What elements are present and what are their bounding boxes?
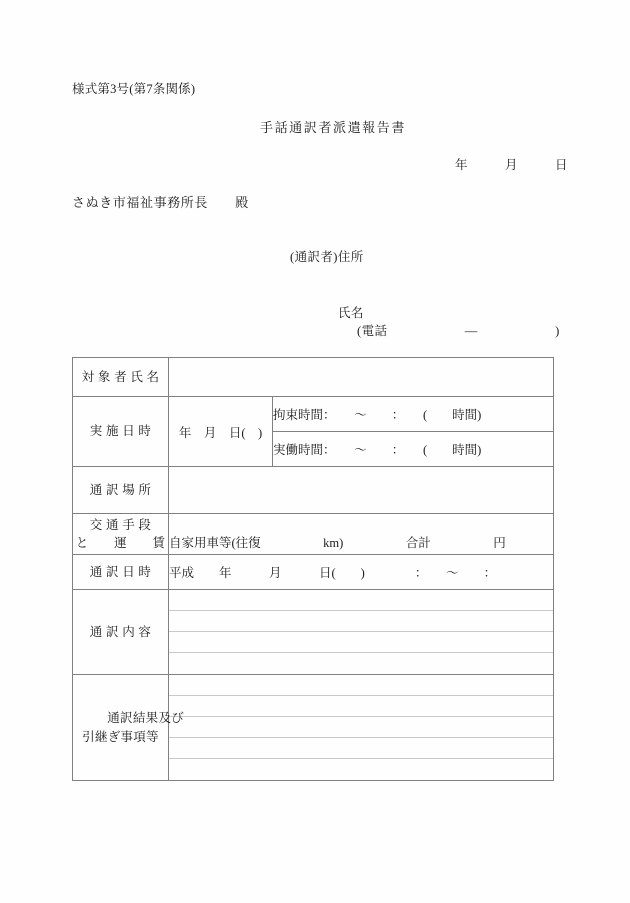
interpreter-address-label: (通訳者)住所	[290, 250, 364, 264]
interpreter-name-label: 氏名	[338, 306, 364, 320]
row-value-interpretation-datetime[interactable]: 平成 年 月 日( ) ： 〜 ：	[169, 555, 554, 590]
interpreter-phone-label: (電話 ― )	[357, 324, 560, 338]
report-form-table	[72, 357, 554, 781]
page-title: 手話通訳者派遣報告書	[259, 120, 406, 135]
table-row-interpretation-content	[73, 590, 554, 675]
row-value-result-handover[interactable]	[169, 675, 554, 781]
binding-hours-range: ： 〜 ： ( 時間)	[323, 408, 482, 422]
binding-hours-label: 拘束時間	[273, 408, 324, 422]
ruled-line[interactable]	[169, 696, 553, 717]
row-label-result-handover	[73, 675, 185, 781]
row-label-implementation-datetime: 実 施 日 時	[73, 397, 169, 467]
transport-label-line1: 交 通 手 段	[89, 517, 152, 532]
row-value-transport-fare[interactable]: 自家用車等(往復 km) 合計 円	[169, 514, 554, 555]
row-label-interpretation-place: 通 訳 場 所	[73, 467, 169, 514]
result-label-line1: 通訳結果及び	[107, 711, 185, 726]
actual-hours-range: ： 〜 ： ( 時間)	[323, 443, 482, 457]
row-label-interpretation-content: 通 訳 内 容	[73, 590, 169, 675]
row-value-interpretation-content[interactable]	[169, 590, 554, 675]
row-label-subject-name: 対 象 者 氏 名	[73, 358, 169, 397]
ruled-line[interactable]	[169, 653, 553, 674]
table-row-interpretation-place	[73, 467, 554, 514]
ruled-area-result	[169, 675, 553, 780]
row-value-binding-hours[interactable]	[273, 397, 554, 432]
ruled-line[interactable]	[169, 632, 553, 653]
ruled-area-content	[169, 590, 553, 674]
ruled-line[interactable]	[169, 590, 553, 611]
row-value-subject-name[interactable]	[169, 358, 554, 397]
row-value-actual-hours[interactable]	[273, 432, 554, 467]
table-row-subject-name	[73, 358, 554, 397]
ruled-line[interactable]	[169, 738, 553, 759]
ruled-line[interactable]	[169, 675, 553, 696]
result-label-line2: 引継ぎ事項等	[82, 729, 159, 744]
row-value-interpretation-place[interactable]	[169, 467, 554, 514]
row-label-interpretation-datetime: 通 訳 日 時	[73, 555, 169, 590]
date-line: 年 月 日	[455, 158, 568, 172]
transport-label-line2: と 運 賃	[75, 536, 166, 550]
table-row-interpretation-datetime	[73, 555, 554, 590]
ruled-line[interactable]	[169, 759, 553, 780]
table-row-result-handover	[73, 675, 554, 781]
table-row-transport-fare	[73, 514, 554, 555]
table-row-implementation-datetime	[73, 397, 554, 432]
addressee-line: さぬき市福祉事務所長 殿	[72, 195, 249, 210]
row-label-transport-fare	[73, 514, 169, 555]
row-value-implementation-date[interactable]: 年 月 日( )	[169, 397, 273, 467]
form-code: 様式第3号(第7条関係)	[72, 82, 196, 96]
actual-hours-label: 実働時間	[273, 443, 324, 457]
ruled-line[interactable]	[169, 717, 553, 738]
ruled-line[interactable]	[169, 611, 553, 632]
